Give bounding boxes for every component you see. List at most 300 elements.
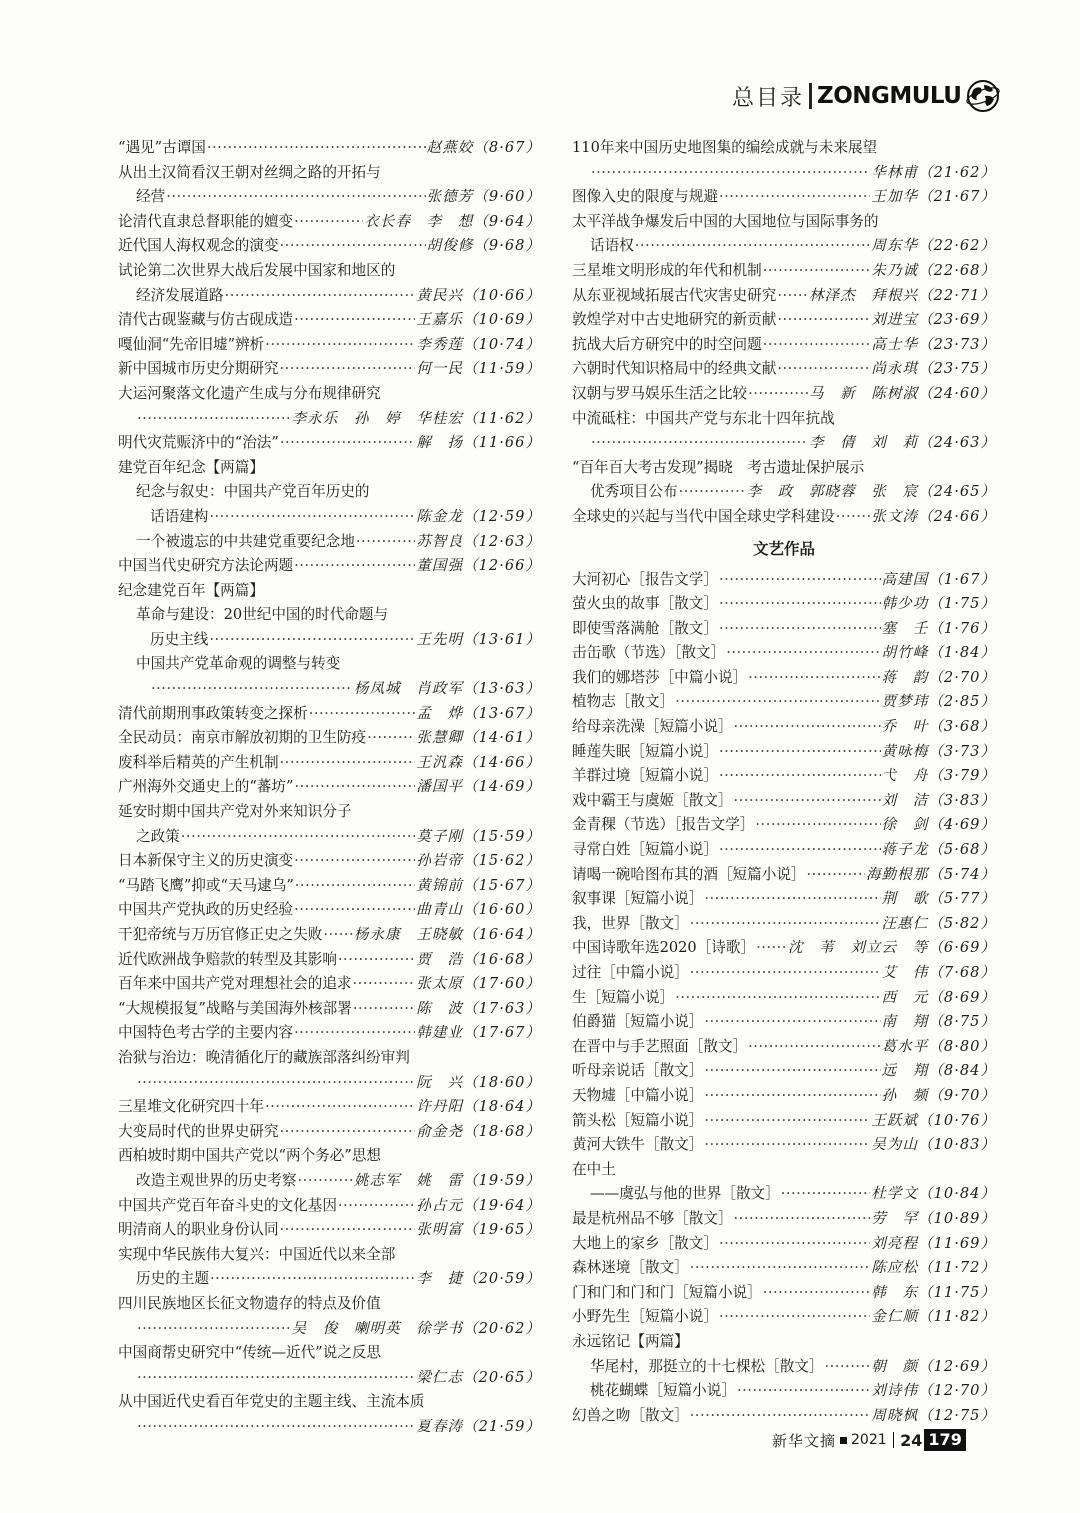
entry-title: 三星堆文化研究四十年 bbox=[118, 1098, 264, 1116]
dot-leader bbox=[280, 751, 416, 776]
toc-entry bbox=[572, 259, 996, 284]
entry-title: “大规模报复”战略与美国海外核部署 bbox=[118, 999, 352, 1017]
toc-entry bbox=[118, 825, 541, 850]
dot-leader bbox=[338, 1194, 415, 1219]
entry-author-issue-page: 黄锦前（15·67） bbox=[416, 876, 541, 894]
entry-author-issue-page: 韩 东（11·75） bbox=[871, 1283, 996, 1301]
entry-author-issue-page: 潘国平（14·69） bbox=[416, 778, 541, 796]
entry-title: 改造主观世界的历史考察 bbox=[136, 1171, 297, 1189]
dot-leader bbox=[635, 234, 870, 259]
entry-author-issue-page: 远 翔（8·84） bbox=[881, 1062, 996, 1080]
entry-title: 中国共产党执政的历史经验 bbox=[118, 901, 294, 919]
toc-entry bbox=[118, 234, 541, 259]
dot-leader bbox=[151, 677, 353, 702]
entry-title: 之政策 bbox=[136, 827, 180, 845]
toc-entry bbox=[118, 185, 541, 210]
entry-author-issue-page: 董国强（12·66） bbox=[416, 557, 541, 575]
toc-entry bbox=[118, 1021, 541, 1046]
toc-entry bbox=[572, 813, 996, 838]
dot-leader bbox=[166, 185, 425, 210]
entry-author-issue-page: 林泽杰 拜根兴（22·71） bbox=[808, 286, 996, 304]
toc-entry bbox=[572, 764, 996, 789]
globe-icon bbox=[965, 78, 1001, 114]
toc-entry bbox=[118, 972, 541, 997]
dot-leader bbox=[734, 715, 881, 740]
toc-entry bbox=[572, 308, 996, 333]
entry-title: 生［短篇小说］ bbox=[572, 988, 675, 1006]
entry-title: 明代灾荒赈济中的“治法” bbox=[118, 434, 279, 452]
entry-author-issue-page: 杜学文（10·84） bbox=[871, 1185, 996, 1203]
entry-title: 话语权 bbox=[590, 237, 634, 255]
toc-entry bbox=[572, 1059, 996, 1084]
dot-leader bbox=[298, 1169, 353, 1194]
toc-entry bbox=[118, 357, 541, 382]
toc-entry bbox=[118, 923, 541, 948]
toc-entry bbox=[572, 838, 996, 863]
entry-author-issue-page: 西 元（8·69） bbox=[881, 988, 996, 1006]
page-footer bbox=[772, 1428, 966, 1452]
entry-author-issue-page: 华林甫（21·62） bbox=[871, 163, 996, 181]
magazine-name: 新华文摘 bbox=[772, 1431, 837, 1450]
entry-title: 我们的娜塔莎［中篇小说］ bbox=[572, 668, 748, 686]
entry-title: 请喝一碗哈图布其的酒［短篇小说］ bbox=[572, 865, 806, 883]
toc-heading: 纪念与叙史：中国共产党百年历史的 bbox=[136, 483, 370, 501]
dot-leader bbox=[591, 431, 808, 456]
entry-author-issue-page: 梁仁志（20·65） bbox=[416, 1368, 541, 1386]
toc-entry bbox=[118, 726, 541, 751]
entry-title: 日本新保守主义的历史演变 bbox=[118, 852, 294, 870]
history-entries-continued bbox=[572, 136, 996, 530]
right-column bbox=[572, 136, 996, 1428]
entry-title: 从东亚视域拓展古代灾害史研究 bbox=[572, 286, 777, 304]
entry-author-issue-page: 解 扬（11·66） bbox=[416, 434, 541, 452]
entry-title: 金青稞（节选）［报告文学］ bbox=[572, 816, 755, 834]
toc-entry bbox=[572, 234, 996, 259]
dot-leader bbox=[295, 874, 415, 899]
dot-leader bbox=[690, 912, 881, 937]
toc-entry bbox=[118, 1415, 541, 1440]
entry-title: 叙事课［短篇小说］ bbox=[572, 890, 704, 908]
toc-entry bbox=[572, 592, 996, 617]
dot-leader bbox=[294, 554, 415, 579]
entry-title: 三星堆文明形成的年代和机制 bbox=[572, 261, 762, 279]
entry-title: 图像入史的限度与规避 bbox=[572, 188, 718, 206]
entry-author-issue-page: 塞 壬（1·76） bbox=[881, 619, 996, 637]
entry-author-issue-page: 劳 罕（10·89） bbox=[871, 1209, 996, 1227]
entry-title: 百年来中国共产党对理想社会的追求 bbox=[118, 975, 352, 993]
toc-entry bbox=[118, 530, 541, 555]
entry-author-issue-page: 南 翔（8·75） bbox=[881, 1013, 996, 1031]
toc-entry bbox=[572, 505, 996, 530]
toc-entry bbox=[118, 284, 541, 309]
toc-heading: 中流砥柱：中国共产党与东北十四年抗战 bbox=[572, 409, 835, 427]
toc-entry bbox=[572, 666, 996, 691]
toc-heading: 西柏坡时期中国共产党以“两个务必”思想 bbox=[118, 1147, 382, 1165]
toc-entry bbox=[118, 849, 541, 874]
entry-author-issue-page: 孙 频（9·70） bbox=[881, 1086, 996, 1104]
toc-heading: 永远铭记【两篇】 bbox=[572, 1332, 689, 1350]
entry-title: 大变局时代的世界史研究 bbox=[118, 1122, 279, 1140]
dot-leader bbox=[704, 1109, 870, 1134]
entry-author-issue-page: 荆 歌（5·77） bbox=[881, 890, 996, 908]
toc-entry bbox=[572, 641, 996, 666]
toc-entry bbox=[118, 1095, 541, 1120]
header-divider bbox=[809, 83, 812, 109]
toc-entry bbox=[118, 751, 541, 776]
entry-author-issue-page: 赵燕姣（8·67） bbox=[426, 139, 541, 156]
dot-leader bbox=[591, 161, 870, 186]
entry-author-issue-page: 周晓枫（12·75） bbox=[871, 1406, 996, 1424]
entry-title: 大河初心［报告文学］ bbox=[572, 570, 718, 588]
entry-author-issue-page: 周东华（22·62） bbox=[871, 237, 996, 255]
entry-title: 华尾村，那挺立的十七棵松［散文］ bbox=[590, 1357, 824, 1375]
entry-author-issue-page: 衣长春 李 想（9·64） bbox=[364, 212, 541, 230]
dot-leader bbox=[719, 1305, 870, 1330]
entry-title: 门和门和门和门［短篇小说］ bbox=[572, 1283, 762, 1301]
entry-author-issue-page: 陈 波（17·63） bbox=[416, 999, 541, 1017]
toc-heading: 中国商帮史研究中“传统—近代”说之反思 bbox=[118, 1344, 382, 1362]
entry-title: 寻常白姓［短篇小说］ bbox=[572, 841, 718, 859]
entry-author-issue-page: 杨凤城 肖政军（13·63） bbox=[353, 680, 541, 698]
dot-leader bbox=[353, 997, 415, 1022]
dot-leader bbox=[137, 407, 291, 432]
dot-leader bbox=[210, 1267, 415, 1292]
entry-author-issue-page: 李 捷（20·59） bbox=[416, 1270, 541, 1288]
toc-entry bbox=[572, 1305, 996, 1330]
toc-heading: 中国共产党革命观的调整与转变 bbox=[136, 655, 341, 673]
toc-heading: 革命与建设：20世纪中国的时代命题与 bbox=[136, 606, 389, 624]
toc-entry bbox=[572, 690, 996, 715]
toc-heading: 延安时期中国共产党对外来知识分子 bbox=[118, 803, 352, 821]
entry-author-issue-page: 葛水平（8·80） bbox=[881, 1037, 996, 1055]
entry-author-issue-page: 陈应松（11·72） bbox=[871, 1259, 996, 1277]
entry-title: 天物墟［中篇小说］ bbox=[572, 1086, 704, 1104]
entry-author-issue-page: 王先明（13·61） bbox=[416, 630, 541, 648]
entry-author-issue-page: 孟 烨（13·67） bbox=[416, 704, 541, 722]
toc-heading: 建党百年纪念【两篇】 bbox=[118, 458, 264, 476]
toc-entry bbox=[572, 912, 996, 937]
dot-leader bbox=[719, 592, 881, 617]
toc-entry bbox=[572, 936, 996, 961]
entry-title: 萤火虫的故事［散文］ bbox=[572, 595, 718, 613]
entry-author-issue-page: 尚永琪（23·75） bbox=[871, 360, 996, 378]
toc-entry bbox=[118, 628, 541, 653]
entry-title: 戏中霸王与虞姬［散文］ bbox=[572, 791, 733, 809]
entry-title: 历史的主题 bbox=[136, 1270, 209, 1288]
dot-leader bbox=[294, 308, 415, 333]
entry-title: 在晋中与手艺照面［散文］ bbox=[572, 1037, 748, 1055]
toc-entry bbox=[118, 1267, 541, 1292]
dot-leader bbox=[777, 284, 808, 309]
entry-author-issue-page: 张明富（19·65） bbox=[416, 1221, 541, 1239]
entry-title: 全民动员：南京市解放初期的卫生防疫 bbox=[118, 729, 367, 747]
toc-heading: 治狱与治边：晚清循化厅的藏族部落纠纷审判 bbox=[118, 1048, 410, 1066]
toc-entry bbox=[572, 382, 996, 407]
dot-leader bbox=[777, 308, 870, 333]
entry-author-issue-page: 刘亮程（11·69） bbox=[871, 1234, 996, 1252]
entry-title: 话语建构 bbox=[150, 507, 209, 525]
dot-leader bbox=[137, 1415, 415, 1440]
header-title-en: ZONGMULU bbox=[817, 83, 962, 109]
footer-divider bbox=[893, 1432, 895, 1448]
toc-entry bbox=[118, 1169, 541, 1194]
entry-title: ——虞弘与他的世界［散文］ bbox=[590, 1185, 780, 1203]
toc-heading: 太平洋战争爆发后中国的大国地位与国际事务的 bbox=[572, 212, 879, 230]
entry-title: 听母亲说话［散文］ bbox=[572, 1062, 704, 1080]
toc-entry bbox=[572, 1182, 996, 1207]
entry-author-issue-page: 张德芳（9·60） bbox=[426, 188, 541, 206]
dot-leader bbox=[280, 1218, 416, 1243]
dot-leader bbox=[137, 1071, 415, 1096]
dot-leader bbox=[704, 1084, 880, 1109]
toc-entry bbox=[572, 715, 996, 740]
entry-title: 桃花蝴蝶［短篇小说］ bbox=[590, 1382, 736, 1400]
entry-title: “遇见”古谭国 bbox=[118, 139, 206, 156]
dot-leader bbox=[353, 972, 416, 997]
entry-title: 我，世界［散文］ bbox=[572, 914, 689, 932]
toc-entry bbox=[118, 1071, 541, 1096]
entry-author-issue-page: 艾 伟（7·68） bbox=[881, 964, 996, 981]
entry-title: 过往［中篇小说］ bbox=[572, 964, 689, 981]
entry-title: 黄河大铁牛［散文］ bbox=[572, 1136, 704, 1154]
entry-title: 森林迷境［散文］ bbox=[572, 1259, 689, 1277]
entry-title: “马踏飞鹰”抑或“天马逮乌” bbox=[118, 876, 294, 894]
entry-author-issue-page: 王加华（21·67） bbox=[871, 188, 996, 206]
entry-author-issue-page: 沈 苇 刘立云 等（6·69） bbox=[787, 939, 996, 957]
entry-author-issue-page: 夏春涛（21·59） bbox=[416, 1417, 541, 1435]
entry-title: 清代古砚鉴藏与仿古砚成造 bbox=[118, 311, 294, 329]
entry-author-issue-page: 高士华（23·73） bbox=[871, 335, 996, 353]
toc-entry bbox=[118, 136, 541, 161]
entry-title: 中国诗歌年选2020［诗歌］ bbox=[572, 939, 756, 957]
dot-leader bbox=[137, 1366, 415, 1391]
entry-title: 给母亲洗澡［短篇小说］ bbox=[572, 718, 733, 736]
dot-leader bbox=[781, 1182, 871, 1207]
entry-author-issue-page: 孙岩帝（15·62） bbox=[416, 852, 541, 870]
square-bullet bbox=[840, 1437, 847, 1444]
entry-author-issue-page: 张太原（17·60） bbox=[416, 975, 541, 993]
entry-title: 新中国城市历史分期研究 bbox=[118, 360, 279, 378]
entry-author-issue-page: 李 政 郭晓蓉 张 宸（24·65） bbox=[746, 483, 996, 501]
toc-entry bbox=[572, 1281, 996, 1306]
entry-author-issue-page: 李 倩 刘 莉（24·63） bbox=[808, 434, 996, 452]
dot-leader bbox=[690, 1404, 870, 1429]
entry-author-issue-page: 朱乃诚（22·68） bbox=[871, 261, 996, 279]
entry-title: 即使雪落满舱［散文］ bbox=[572, 619, 718, 637]
entry-author-issue-page: 贾梦玮（2·85） bbox=[881, 693, 996, 711]
dot-leader bbox=[137, 1317, 291, 1342]
dot-leader bbox=[748, 1035, 880, 1060]
entry-title: 经济发展道路 bbox=[136, 286, 224, 304]
entry-author-issue-page: 韩少功（1·75） bbox=[881, 595, 996, 613]
entry-title: 全球史的兴起与当代中国全球史学科建设 bbox=[572, 507, 835, 525]
dot-leader bbox=[675, 690, 880, 715]
entry-title: 六朝时代知识格局中的经典文献 bbox=[572, 360, 777, 378]
dot-leader bbox=[719, 764, 881, 789]
toc-heading: 纪念建党百年【两篇】 bbox=[118, 581, 264, 599]
dot-leader bbox=[704, 1133, 870, 1158]
entry-title: 抗战大后方研究中的时空问题 bbox=[572, 335, 762, 353]
entry-title: 近代国人海权观念的演变 bbox=[118, 237, 279, 255]
toc-entry bbox=[572, 1084, 996, 1109]
entry-author-issue-page: 李秀莲（10·74） bbox=[416, 335, 541, 353]
entry-title: 干犯帝统与万历官修正史之失败 bbox=[118, 926, 323, 943]
header-title-zh: 总目录 bbox=[732, 85, 805, 111]
dot-leader bbox=[737, 1379, 870, 1404]
entry-author-issue-page: 阮 兴（18·60） bbox=[416, 1073, 541, 1091]
entry-title: 中国特色考古学的主要内容 bbox=[118, 1024, 294, 1042]
left-column bbox=[118, 136, 541, 1439]
entry-author-issue-page: 张文涛（24·66） bbox=[871, 507, 996, 525]
page-header bbox=[732, 76, 1001, 116]
toc-entry bbox=[572, 480, 996, 505]
dot-leader bbox=[209, 505, 415, 530]
dot-leader bbox=[719, 1232, 870, 1257]
entry-author-issue-page: 黄民兴（10·66） bbox=[416, 286, 541, 304]
entry-author-issue-page: 俞金尧（18·68） bbox=[416, 1122, 541, 1140]
dot-leader bbox=[748, 382, 808, 407]
entry-author-issue-page: 金仁顺（11·82） bbox=[871, 1308, 996, 1326]
dot-leader bbox=[280, 357, 416, 382]
entry-author-issue-page: 陈金龙（12·59） bbox=[416, 507, 541, 525]
entry-author-issue-page: 王嘉乐（10·69） bbox=[416, 311, 541, 329]
dot-leader bbox=[679, 480, 746, 505]
dot-leader bbox=[294, 849, 415, 874]
dot-leader bbox=[294, 210, 363, 235]
toc-entry bbox=[118, 308, 541, 333]
entry-author-issue-page: 苏智良（12·63） bbox=[416, 532, 541, 550]
entry-author-issue-page: 姚志军 姚 雷（19·59） bbox=[353, 1171, 541, 1189]
entry-title: 幻兽之吻［散文］ bbox=[572, 1406, 689, 1424]
toc-entry bbox=[118, 775, 541, 800]
toc-entry bbox=[118, 1366, 541, 1391]
dot-leader bbox=[675, 986, 880, 1011]
dot-leader bbox=[777, 357, 870, 382]
dot-leader bbox=[356, 530, 415, 555]
entry-title: 小野先生［短篇小说］ bbox=[572, 1308, 718, 1326]
toc-heading: 大运河聚落文化遗产生成与分布规律研究 bbox=[118, 384, 381, 402]
toc-entry bbox=[572, 1232, 996, 1257]
entry-title: 中国共产党百年奋斗史的文化基因 bbox=[118, 1196, 337, 1214]
entry-author-issue-page: 孙占元（19·64） bbox=[416, 1196, 541, 1214]
dot-leader bbox=[309, 702, 416, 727]
entry-author-issue-page: 蒋子龙（5·68） bbox=[881, 841, 996, 859]
entry-author-issue-page: 弋 舟（3·79） bbox=[881, 767, 996, 785]
entry-author-issue-page: 汪惠仁（5·82） bbox=[881, 914, 996, 932]
entry-title: 近代欧洲战争赔款的转型及其影响 bbox=[118, 950, 337, 968]
toc-heading: 实现中华民族伟大复兴：中国近代以来全部 bbox=[118, 1245, 396, 1263]
toc-entry bbox=[572, 1379, 996, 1404]
dot-leader bbox=[719, 568, 881, 593]
toc-entry bbox=[572, 333, 996, 358]
toc-entry bbox=[572, 1207, 996, 1232]
toc-entry bbox=[118, 407, 541, 432]
dot-leader bbox=[338, 948, 415, 973]
entry-author-issue-page: 莫子刚（15·59） bbox=[416, 827, 541, 845]
toc-entry bbox=[118, 874, 541, 899]
entry-author-issue-page: 曲青山（16·60） bbox=[416, 901, 541, 919]
dot-leader bbox=[719, 185, 870, 210]
arts-entries bbox=[572, 568, 996, 1429]
entry-title: 羊群过境［短篇小说］ bbox=[572, 767, 718, 785]
dot-leader bbox=[763, 259, 871, 284]
entry-title: 敦煌学对中古史地研究的新贡献 bbox=[572, 311, 777, 329]
entry-title: 清代前期刑事政策转变之探析 bbox=[118, 704, 308, 722]
dot-leader bbox=[181, 825, 415, 850]
dot-leader bbox=[825, 1355, 871, 1380]
dot-leader bbox=[763, 333, 871, 358]
toc-heading: 从中国近代史看百年党史的主题主线、主流本质 bbox=[118, 1393, 425, 1411]
toc-entry bbox=[118, 210, 541, 235]
toc-entry bbox=[572, 1133, 996, 1158]
dot-leader bbox=[209, 628, 415, 653]
dot-leader bbox=[836, 505, 871, 530]
section-title-arts: 文艺作品 bbox=[752, 539, 815, 558]
toc-entry bbox=[572, 789, 996, 814]
entry-author-issue-page: 胡竹峰（1·84） bbox=[881, 644, 996, 662]
toc-entry bbox=[118, 1218, 541, 1243]
toc-entry bbox=[572, 740, 996, 765]
entry-author-issue-page: 许丹阳（18·64） bbox=[416, 1098, 541, 1116]
entry-title: 广州海外交通史上的“蕃坊” bbox=[118, 778, 294, 796]
dot-leader bbox=[265, 1095, 415, 1120]
entry-title: 历史主线 bbox=[150, 630, 209, 648]
toc-heading: 在中土 bbox=[572, 1160, 616, 1178]
dot-leader bbox=[367, 726, 415, 751]
entry-author-issue-page: 韩建业（17·67） bbox=[416, 1024, 541, 1042]
toc-entry bbox=[118, 554, 541, 579]
entry-author-issue-page: 张慧卿（14·61） bbox=[416, 729, 541, 747]
entry-author-issue-page: 何一民（11·59） bbox=[416, 360, 541, 378]
toc-entry bbox=[572, 185, 996, 210]
toc-entry bbox=[572, 1404, 996, 1429]
toc-entry bbox=[572, 1010, 996, 1035]
dot-leader bbox=[280, 431, 415, 456]
toc-entry bbox=[118, 505, 541, 530]
entry-title: 论清代直隶总督职能的嬗变 bbox=[118, 212, 294, 230]
toc-heading: 试论第二次世界大战后发展中国家和地区的 bbox=[118, 261, 396, 279]
toc-entry bbox=[118, 1194, 541, 1219]
dot-leader bbox=[807, 863, 865, 888]
dot-leader bbox=[294, 898, 415, 923]
entry-title: 一个被遗忘的中共建党重要纪念地 bbox=[136, 532, 355, 550]
dot-leader bbox=[323, 923, 353, 948]
entry-author-issue-page: 刘进宝（23·69） bbox=[871, 311, 996, 329]
toc-entry bbox=[572, 1256, 996, 1281]
entry-author-issue-page: 黄咏梅（3·73） bbox=[881, 742, 996, 760]
entry-author-issue-page: 朝 颜（12·69） bbox=[871, 1357, 996, 1375]
entry-title: 大地上的家乡［散文］ bbox=[572, 1234, 718, 1252]
dot-leader bbox=[734, 789, 881, 814]
entry-author-issue-page: 王跃斌（10·76） bbox=[871, 1111, 996, 1129]
entry-author-issue-page: 刘诗伟（12·70） bbox=[871, 1382, 996, 1400]
toc-entry bbox=[118, 702, 541, 727]
toc-heading: 四川民族地区长征文物遗存的特点及价值 bbox=[118, 1294, 381, 1312]
footer-year: 2021 bbox=[851, 1432, 887, 1448]
toc-entry bbox=[572, 1355, 996, 1380]
dot-leader bbox=[748, 666, 880, 691]
toc-entry bbox=[572, 617, 996, 642]
toc-entry bbox=[118, 1120, 541, 1145]
dot-leader bbox=[719, 617, 881, 642]
entry-title: 睡莲失眠［短篇小说］ bbox=[572, 742, 718, 760]
toc-heading: “百年百大考古发现”揭晓 考古遗址保护展示 bbox=[572, 458, 865, 476]
entry-author-issue-page: 吴为山（10·83） bbox=[871, 1136, 996, 1154]
toc-entry bbox=[572, 357, 996, 382]
entry-author-issue-page: 乔 叶（3·68） bbox=[881, 718, 996, 736]
toc-entry bbox=[118, 431, 541, 456]
entry-title: 嘎仙洞“先帝旧墟”辨析 bbox=[118, 335, 265, 353]
